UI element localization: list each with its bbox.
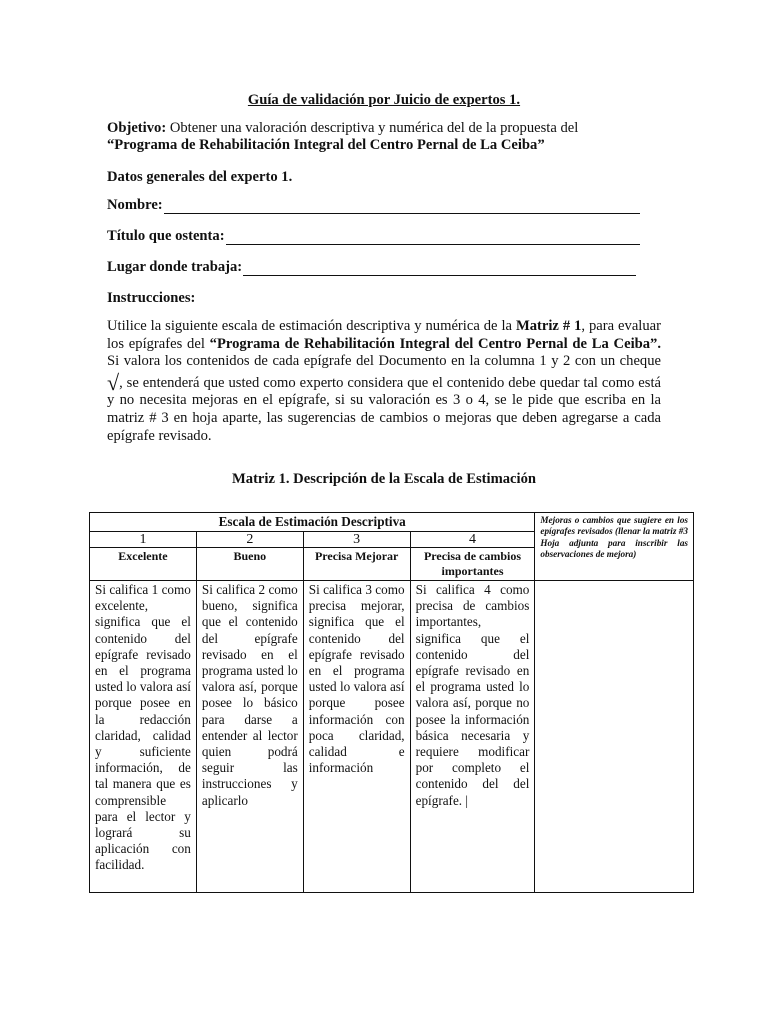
scale-label-bueno: Bueno [196, 548, 303, 581]
scale-header: Escala de Estimación Descriptiva [90, 513, 535, 532]
workplace-field [107, 259, 661, 276]
scale-number-4: 4 [410, 532, 535, 548]
instructions-text-4: , se entenderá que usted como experto considera que el contenido debe quedar tal como está y no necesita mejoras en el epígrafe, si su valoración es 3 o 4, se le pide que escriba en la matriz # 3 en hoja aparte, las sugerencias de cambios o mejoras que deben agregarse a cada epígrafe revisado. [107, 374, 661, 444]
scale-label-precisa-cambios: Precisa de cambios importantes [410, 548, 535, 581]
notes-header: Mejoras o cambios que sugiere en los epígrafes revisados (llenar la matriz #3 Hoja adjunta para inscribir las observaciones de mejora) [535, 513, 694, 581]
instructions-text-1: Utilice la siguiente escala de estimación descriptiva y numérica de la [107, 318, 516, 334]
instructions-heading: Instrucciones: [107, 290, 196, 306]
scale-label-precisa-mejorar: Precisa Mejorar [303, 548, 410, 581]
document-title: Guía de validación por Juicio de expertos 1. [247, 92, 521, 108]
degree-blank-line[interactable] [226, 230, 640, 245]
estimation-scale-table [89, 512, 694, 893]
workplace-blank-line[interactable] [243, 261, 636, 276]
objective-paragraph [107, 120, 661, 154]
instructions-paragraph [107, 318, 661, 445]
instructions-matrix-ref: Matriz # 1 [515, 318, 582, 334]
scale-description-2: Si califica 2 como bueno, significa que el contenido del epígrafe revisado en el programa usted lo valora así, porque posee lo básico para darse a entender al lector quien podrá seguir las instrucciones y aplicarlo [196, 581, 303, 893]
name-blank-line[interactable] [164, 199, 640, 214]
document-page [107, 92, 661, 488]
program-name: “Programa de Rehabilitación Integral del Centro Pernal de La Ceiba” [107, 137, 545, 153]
degree-field [107, 228, 661, 245]
scale-number-3: 3 [303, 532, 410, 548]
notes-empty-cell[interactable] [535, 581, 694, 893]
instructions-program-name: “Programa de Rehabilitación Integral del Centro Pernal de La Ceiba”. [209, 335, 661, 352]
matrix-title: Matriz 1. Descripción de la Escala de Estimación [232, 471, 536, 488]
scale-number-2: 2 [196, 532, 303, 548]
objective-text: Obtener una valoración descriptiva y numérica del de la propuesta del [166, 120, 579, 136]
expert-data-heading: Datos generales del experto 1. [107, 169, 293, 185]
degree-label: Título que ostenta: [107, 228, 225, 244]
scale-label-excelente: Excelente [90, 548, 197, 581]
scale-number-1: 1 [90, 532, 197, 548]
workplace-label: Lugar donde trabaja: [107, 259, 243, 275]
scale-description-1: Si califica 1 como excelente, significa que el contenido del epígrafe revisado en el programa usted lo valora así porque posee en la redacción claridad, calidad y suficiente información, de tal manera que es comprensible para el lector y logrará su aplicación con facilidad. [90, 581, 197, 893]
checkmark-icon: √ [107, 369, 120, 395]
instructions-text-2: , para evaluar los epígrafes del [107, 318, 661, 352]
instructions-text-3: Si valora los contenidos de cada epígrafe del Documento en la columna 1 y 2 con un cheque [107, 353, 661, 370]
objective-label: Objetivo: [107, 120, 167, 136]
name-label: Nombre: [107, 197, 163, 213]
name-field [107, 197, 661, 214]
scale-description-4: Si califica 4 como precisa de cambios importantes, significa que el contenido del epígrafe revisado en el programa usted lo valora así, porque no posee la información básica necesaria y requiere modificar por completo el contenido del del epígrafe. | [410, 581, 535, 893]
scale-description-3: Si califica 3 como precisa mejorar, significa que el contenido del epígrafe revisado en el programa usted lo valora así porque posee información con poca claridad, calidad e información [303, 581, 410, 893]
